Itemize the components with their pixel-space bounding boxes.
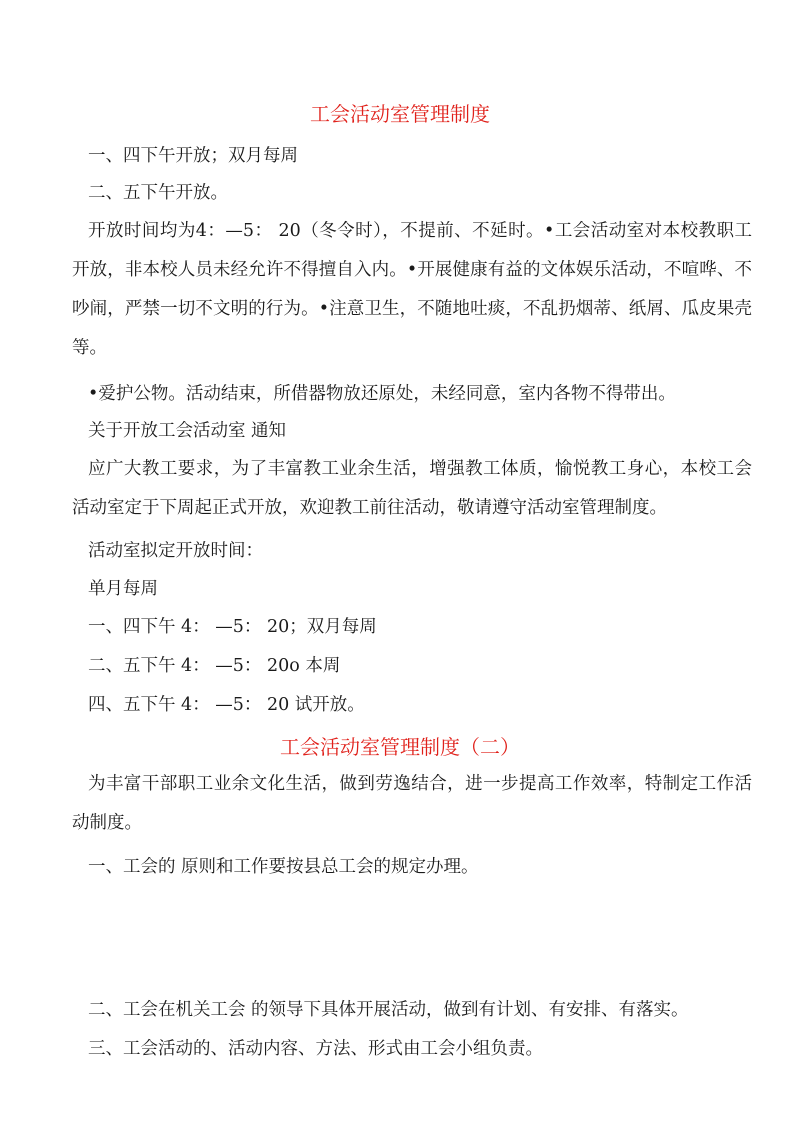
paragraph-line: 一、工会的 原则和工作要按县总工会的规定办理。 — [88, 857, 479, 877]
paragraph-block: 为丰富干部职工业余文化生活，做到劳逸结合，进一步提高工作效率，特制定工作活动制度。 — [72, 774, 752, 833]
paragraph-line: 二、工会在机关工会 的领导下具体开展活动，做到有计划、有安排、有落实。 — [88, 1000, 689, 1020]
paragraph-line: 关于开放工会活动室 通知 — [88, 421, 287, 441]
paragraph-line: 活动室拟定开放时间： — [88, 541, 263, 561]
paragraph-block: 开放时间均为4：—5： 20（冬令时），不提前、不延时。•工会活动室对本校教职工开放，非本校人员未经允许不得擅自入内。•开展健康有益的文体娱乐活动，不喧哗、不吵闹，严禁一切不文明的行为。•注意卫生，不随地吐痰，不乱扔烟蒂、纸屑、瓜皮果壳等。 — [72, 221, 752, 358]
paragraph-line: 单月每周 — [88, 579, 158, 599]
paragraph-line: 四、五下午 4： —5： 20 试开放。 — [88, 695, 365, 715]
paragraph-line: 一、四下午 4： —5： 20；双月每周 — [88, 617, 377, 637]
paragraph-line: •爱护公物。活动结束，所借器物放还原处，未经同意，室内各物不得带出。 — [88, 384, 676, 404]
paragraph-line: 一、四下午开放；双月每周 — [88, 146, 298, 166]
section-title: 工会活动室管理制度（二） — [280, 735, 520, 759]
paragraph-line: 二、五下午 4： —5： 20o 本周 — [88, 656, 341, 676]
paragraph-line: 二、五下午开放。 — [88, 183, 228, 203]
document-title: 工会活动室管理制度 — [310, 102, 490, 126]
paragraph-line: 三、工会活动的、活动内容、方法、形式由工会小组负责。 — [88, 1039, 543, 1059]
paragraph-block: 应广大教工要求，为了丰富教工业余生活，增强教工体质，愉悦教工身心，本校工会活动室定于下周起正式开放，欢迎教工前往活动，敬请遵守活动室管理制度。 — [72, 459, 752, 518]
